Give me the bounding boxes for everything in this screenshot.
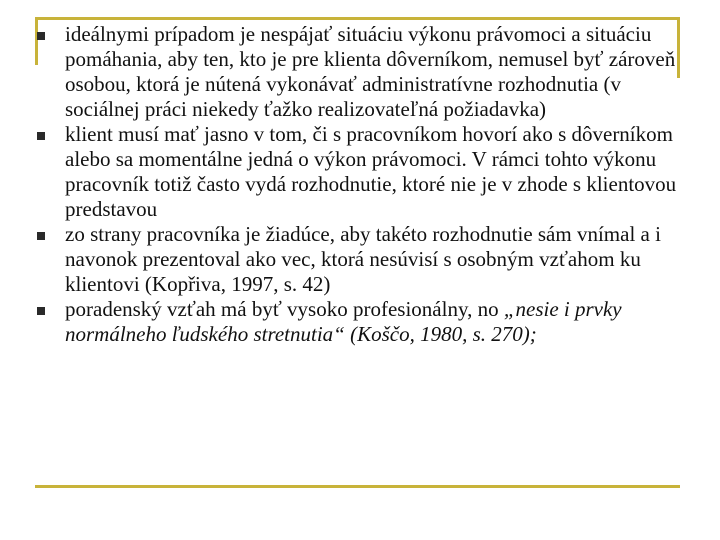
list-item	[30, 297, 690, 347]
bullet-list	[30, 22, 690, 347]
bullet-text: ideálnymi prípadom je nespájať situáciu výkonu právomoci a situáciu pomáhania, aby ten, kto je pre klienta dôverníkom, nemusel byť zároveň osobou, ktorá je nútená vykonávať administratívne rozhodnutia (v sociálnej práci niekedy ťažko realizovateľná požiadavka)	[65, 22, 676, 121]
square-bullet-icon	[37, 32, 45, 40]
bottom-border-line	[35, 485, 680, 488]
square-bullet-icon	[37, 132, 45, 140]
bullet-text: zo strany pracovníka je žiadúce, aby takéto rozhodnutie sám vnímal a i navonok prezentoval ako vec, ktorá nesúvisí s osobným vzťahom ku klientovi (Kopřiva, 1997, s. 42)	[65, 222, 661, 296]
bullet-text: klient musí mať jasno v tom, či s pracovníkom hovorí ako s dôverníkom alebo sa momentálne jedná o výkon právomoci. V rámci tohto výkonu pracovník totiž často vydá rozhodnutie, ktoré nie je v zhode s klientovou predstavou	[65, 122, 677, 221]
square-bullet-icon	[37, 307, 45, 315]
slide-content	[30, 22, 690, 347]
list-item	[30, 122, 690, 222]
list-item	[30, 222, 690, 297]
bullet-text: poradenský vzťah má byť vysoko profesionálny, no	[65, 297, 504, 321]
square-bullet-icon	[37, 232, 45, 240]
top-border-line	[35, 17, 680, 20]
list-item	[30, 22, 690, 122]
quoted-citation: „nesie i prvky normálneho ľudského stretnutia“ (Koščo, 1980, s. 270);	[65, 297, 622, 346]
